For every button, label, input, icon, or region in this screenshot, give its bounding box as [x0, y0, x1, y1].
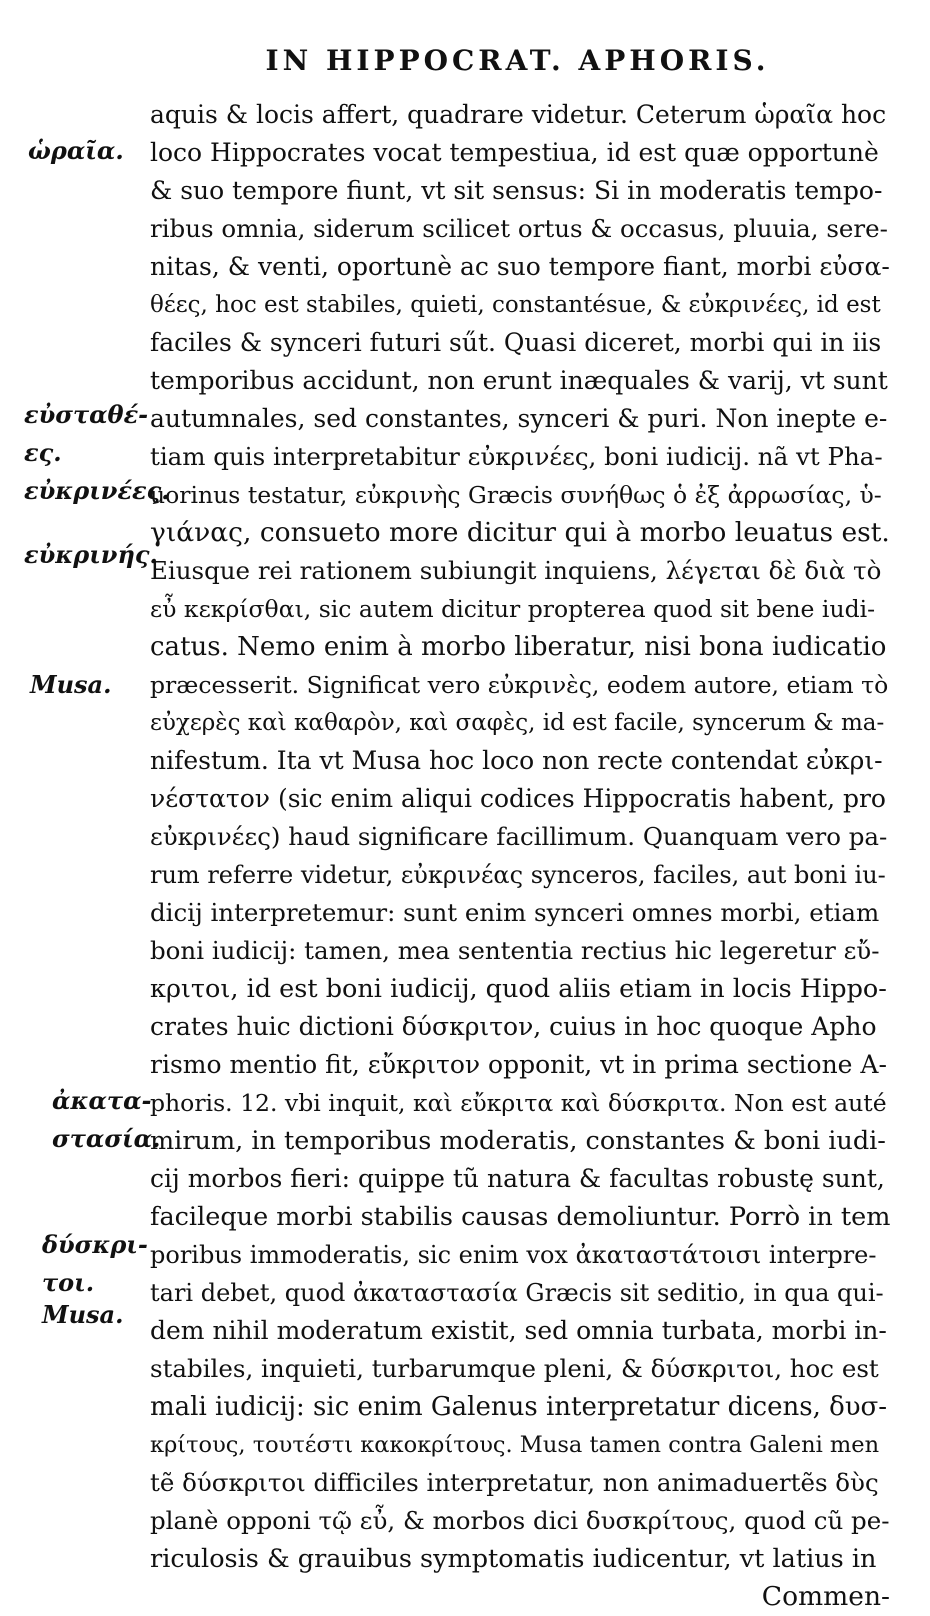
- text-line: εὐχερὲς καὶ καθαρὸν, καὶ σαφὲς, id est facile, syncerum & ma-: [150, 710, 885, 736]
- running-header: IN HIPPOCRAT. APHORIS.: [265, 44, 770, 77]
- margin-note: ὡραῖα.: [28, 136, 124, 165]
- margin-note: δύσκρι-: [42, 1230, 148, 1259]
- text-line: faciles & synceri futuri sűt. Quasi diceret, morbi qui in iis: [150, 328, 882, 357]
- margin-note: ες.: [24, 438, 62, 467]
- text-line: mali iudicij: sic enim Galenus interpretatur dicens, δυσ-: [150, 1392, 888, 1422]
- text-line: nitas, & venti, oportunè ac suo tempore fiant, morbi εὐσα-: [150, 252, 890, 281]
- text-line: θέες, hoc est stabiles, quieti, constantésue, & εὐκρινέες, id est: [150, 292, 881, 318]
- margin-note: εὐσταθέ-: [24, 400, 149, 429]
- text-line: εὖ κεκρίσθαι, sic autem dicitur propterea quod sit bene iudi-: [150, 595, 876, 623]
- text-line: temporibus accidunt, non erunt inæquales & varij, vt sunt: [150, 366, 888, 395]
- text-line: poribus immoderatis, sic enim vox ἀκαταστάτοισι interpre-: [150, 1241, 877, 1269]
- text-line: νέστατον (sic enim aliqui codices Hippocratis habent, pro: [150, 784, 886, 813]
- text-line: planè opponi τῷ εὖ, & morbos dici δυσκρίτους, quod cũ pe-: [150, 1506, 890, 1535]
- text-line: phoris. 12. vbi inquit, καὶ εὔκριτα καὶ δύσκριτα. Non est auté: [150, 1089, 887, 1117]
- text-line: aquis & locis affert, quadrare videtur. Ceterum ὡραῖα hoc: [150, 100, 887, 129]
- text-line: dem nihil moderatum existit, sed omnia turbata, morbi in-: [150, 1316, 887, 1345]
- text-line: boni iudicij: tamen, mea sententia rectius hic legeretur εὔ-: [150, 936, 880, 965]
- text-line: & suo tempore fiunt, vt sit sensus: Si in moderatis tempo-: [150, 176, 883, 205]
- text-line: facileque morbi stabilis causas demoliuntur. Porrò in tem: [150, 1202, 890, 1232]
- text-line: cij morbos fieri: quippe tũ natura & facultas robustę sunt,: [150, 1164, 885, 1193]
- text-line: tiam quis interpretabitur εὐκρινέες, boni iudicij. nã vt Pha-: [150, 442, 883, 471]
- text-line: κρίτους, τουτέστι κακοκρίτους. Musa tamen contra Galeni men: [150, 1432, 880, 1458]
- text-line: uorinus testatur, εὐκρινὴς Græcis συνήθως ὁ ἐξ ἀρρωσίας, ὑ-: [150, 481, 882, 509]
- text-line: crates huic dictioni δύσκριτον, cuius in hoc quoque Apho: [150, 1012, 877, 1041]
- text-line: rum referre videtur, εὐκρινέας synceros, faciles, aut boni iu-: [150, 861, 886, 889]
- margin-note: τοι.: [42, 1268, 95, 1297]
- margin-notes: [0, 0, 170, 1590]
- text-line: nifestum. Ita vt Musa hoc loco non recte contendat εὐκρι-: [150, 746, 883, 775]
- margin-note: στασία.: [52, 1124, 161, 1153]
- text-line: εὐκρινέες) haud significare facillimum. Quanquam vero pa-: [150, 822, 888, 851]
- text-line: autumnales, sed constantes, synceri & puri. Non inepte e-: [150, 404, 888, 433]
- text-line: Eiusque rei rationem subiungit inquiens, λέγεται δὲ διὰ τὸ: [150, 556, 882, 585]
- margin-note: εὐκρινής.: [24, 540, 158, 569]
- margin-note: Musa.: [42, 1300, 124, 1329]
- text-line: stabiles, inquieti, turbarumque pleni, & δύσκριτοι, hoc est: [150, 1354, 879, 1383]
- text-line: præcesserit. Significat vero εὐκρινὲς, eodem autore, etiam τὸ: [150, 671, 889, 699]
- margin-note: Musa.: [30, 670, 112, 699]
- text-line: riculosis & grauibus symptomatis iudicentur, vt latius in: [150, 1544, 877, 1574]
- text-line: ribus omnia, siderum scilicet ortus & occasus, pluuia, sere-: [150, 214, 888, 243]
- text-line: tari debet, quod ἀκαταστασία Græcis sit seditio, in qua qui-: [150, 1279, 884, 1307]
- text-line: catus. Nemo enim à morbo liberatur, nisi bona iudicatio: [150, 632, 887, 662]
- margin-note: ἀκατα-: [52, 1086, 152, 1115]
- text-line: rismo mentio fit, εὔκριτον opponit, vt in prima sectione A-: [150, 1050, 887, 1079]
- margin-note: εὐκρινέες.: [24, 476, 170, 505]
- text-line: γιάνας, consueto more dicitur qui à morbo leuatus est.: [150, 517, 890, 548]
- text-line: tẽ δύσκριτοι difficiles interpretatur, non animaduertẽs δὺς: [150, 1468, 879, 1497]
- body-text: [150, 96, 890, 1616]
- text-line: loco Hippocrates vocat tempestiua, id est quæ opportunè: [150, 138, 879, 167]
- text-line: dicij interpretemur: sunt enim synceri omnes morbi, etiam: [150, 898, 880, 927]
- text-line: κριτοι, id est boni iudicij, quod aliis etiam in locis Hippo-: [150, 974, 887, 1004]
- catchword: Commen-: [761, 1581, 890, 1612]
- text-line: mirum, in temporibus moderatis, constantes & boni iudi-: [150, 1126, 886, 1156]
